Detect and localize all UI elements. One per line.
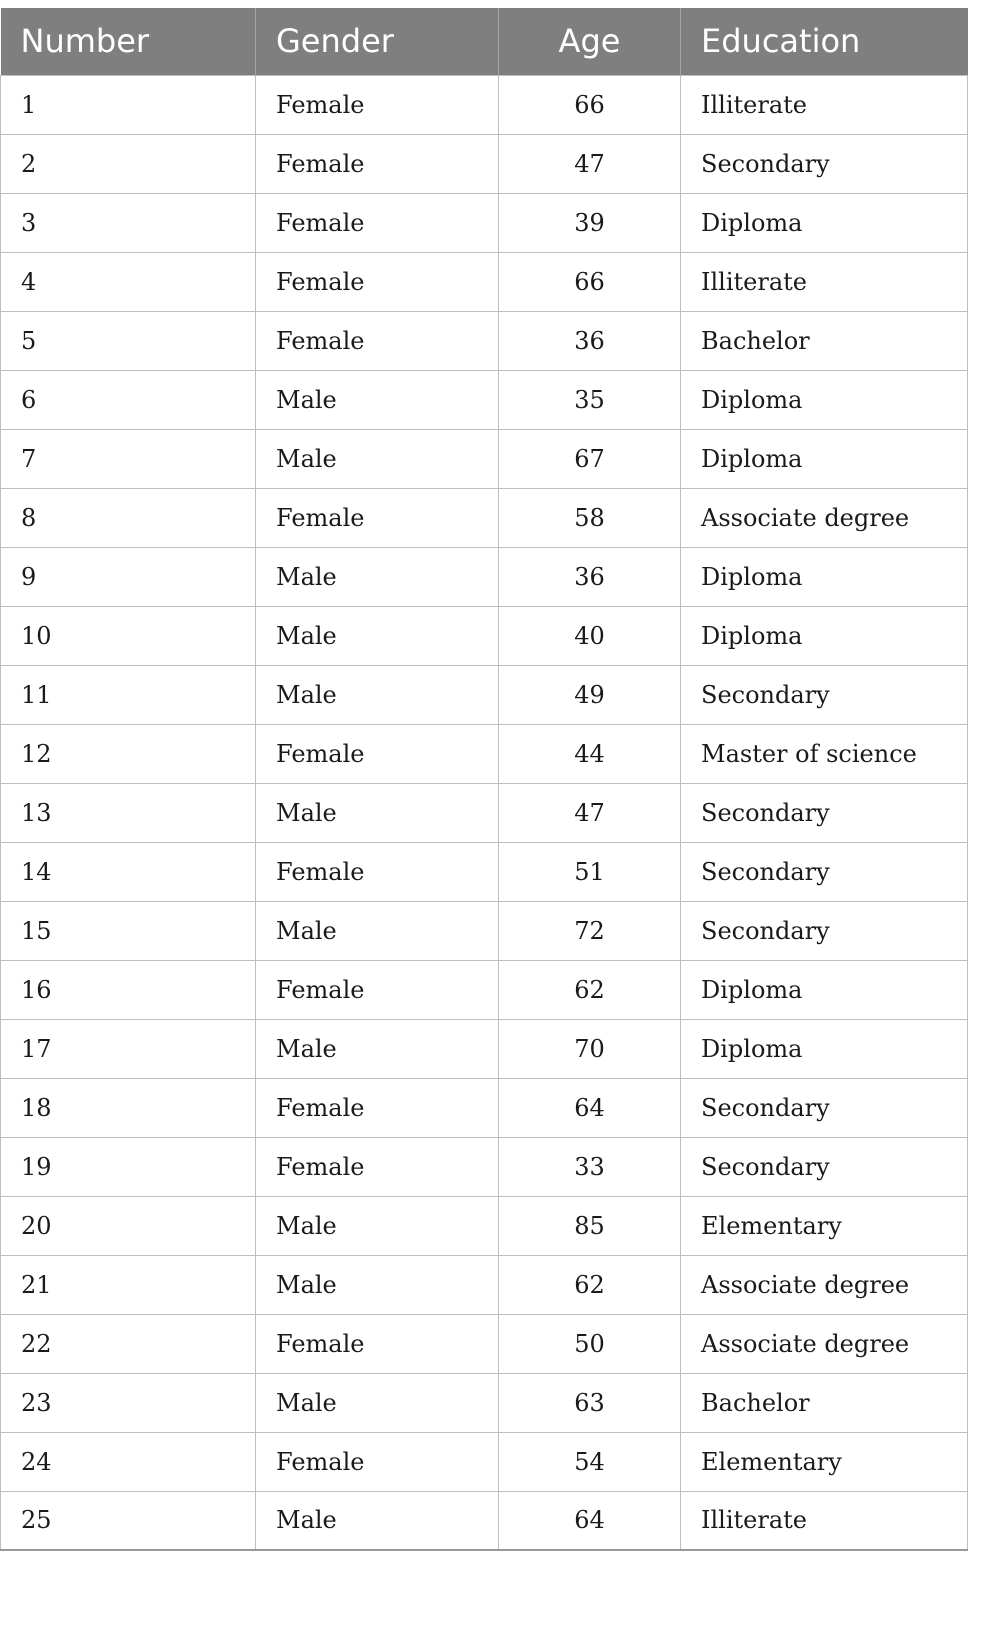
education-cell: Secondary [681,134,968,193]
number-cell: 25 [1,1491,256,1550]
gender-cell: Male [256,547,499,606]
number-cell: 22 [1,1314,256,1373]
table-row [1,311,968,370]
education-cell: Illiterate [681,75,968,134]
number-cell: 2 [1,134,256,193]
gender-cell: Female [256,960,499,1019]
header-education: Education [681,8,968,75]
age-cell: 64 [499,1078,681,1137]
number-cell: 12 [1,724,256,783]
number-cell: 11 [1,665,256,724]
education-cell: Associate degree [681,488,968,547]
table-row [1,1078,968,1137]
table-row [1,429,968,488]
education-cell: Diploma [681,960,968,1019]
participants-table [0,8,968,1551]
age-cell: 40 [499,606,681,665]
header-row [1,8,968,75]
education-cell: Elementary [681,1432,968,1491]
age-cell: 70 [499,1019,681,1078]
gender-cell: Male [256,370,499,429]
number-cell: 16 [1,960,256,1019]
age-cell: 47 [499,134,681,193]
gender-cell: Female [256,252,499,311]
age-cell: 39 [499,193,681,252]
gender-cell: Female [256,193,499,252]
table-row [1,842,968,901]
table-row [1,783,968,842]
age-cell: 85 [499,1196,681,1255]
table-body [1,75,968,1550]
age-cell: 64 [499,1491,681,1550]
gender-cell: Female [256,1137,499,1196]
age-cell: 49 [499,665,681,724]
education-cell: Illiterate [681,252,968,311]
table-row [1,370,968,429]
number-cell: 24 [1,1432,256,1491]
table-row [1,488,968,547]
gender-cell: Male [256,1373,499,1432]
education-cell: Associate degree [681,1255,968,1314]
education-cell: Secondary [681,665,968,724]
table-row [1,1314,968,1373]
age-cell: 66 [499,75,681,134]
gender-cell: Female [256,311,499,370]
gender-cell: Female [256,134,499,193]
age-cell: 50 [499,1314,681,1373]
gender-cell: Male [256,1491,499,1550]
age-cell: 44 [499,724,681,783]
age-cell: 67 [499,429,681,488]
age-cell: 58 [499,488,681,547]
education-cell: Secondary [681,1078,968,1137]
education-cell: Illiterate [681,1491,968,1550]
number-cell: 20 [1,1196,256,1255]
education-cell: Associate degree [681,1314,968,1373]
age-cell: 36 [499,311,681,370]
table-row [1,134,968,193]
education-cell: Secondary [681,1137,968,1196]
education-cell: Diploma [681,606,968,665]
number-cell: 18 [1,1078,256,1137]
number-cell: 4 [1,252,256,311]
number-cell: 21 [1,1255,256,1314]
age-cell: 54 [499,1432,681,1491]
table-row [1,1255,968,1314]
gender-cell: Female [256,1314,499,1373]
age-cell: 36 [499,547,681,606]
gender-cell: Male [256,429,499,488]
education-cell: Secondary [681,842,968,901]
gender-cell: Male [256,606,499,665]
header-number: Number [1,8,256,75]
table-row [1,665,968,724]
header-age: Age [499,8,681,75]
number-cell: 14 [1,842,256,901]
gender-cell: Male [256,1255,499,1314]
education-cell: Master of science [681,724,968,783]
number-cell: 23 [1,1373,256,1432]
number-cell: 17 [1,1019,256,1078]
education-cell: Diploma [681,429,968,488]
education-cell: Diploma [681,1019,968,1078]
age-cell: 47 [499,783,681,842]
age-cell: 51 [499,842,681,901]
age-cell: 72 [499,901,681,960]
number-cell: 3 [1,193,256,252]
gender-cell: Female [256,1078,499,1137]
age-cell: 63 [499,1373,681,1432]
number-cell: 10 [1,606,256,665]
table-row [1,1373,968,1432]
age-cell: 35 [499,370,681,429]
table-header [1,8,968,75]
education-cell: Diploma [681,370,968,429]
education-cell: Elementary [681,1196,968,1255]
number-cell: 19 [1,1137,256,1196]
gender-cell: Female [256,488,499,547]
age-cell: 33 [499,1137,681,1196]
gender-cell: Male [256,1196,499,1255]
table-row [1,547,968,606]
gender-cell: Female [256,1432,499,1491]
number-cell: 13 [1,783,256,842]
number-cell: 1 [1,75,256,134]
number-cell: 7 [1,429,256,488]
number-cell: 5 [1,311,256,370]
gender-cell: Male [256,665,499,724]
header-gender: Gender [256,8,499,75]
gender-cell: Female [256,75,499,134]
education-cell: Bachelor [681,311,968,370]
education-cell: Bachelor [681,1373,968,1432]
education-cell: Secondary [681,783,968,842]
number-cell: 15 [1,901,256,960]
table-row [1,1137,968,1196]
table-row [1,252,968,311]
table-row [1,1491,968,1550]
table-row [1,901,968,960]
gender-cell: Male [256,1019,499,1078]
number-cell: 8 [1,488,256,547]
table-row [1,606,968,665]
age-cell: 62 [499,1255,681,1314]
gender-cell: Male [256,783,499,842]
gender-cell: Female [256,842,499,901]
table-row [1,1019,968,1078]
education-cell: Secondary [681,901,968,960]
table-row [1,1432,968,1491]
table-row [1,960,968,1019]
table-row [1,75,968,134]
table-row [1,1196,968,1255]
gender-cell: Male [256,901,499,960]
education-cell: Diploma [681,193,968,252]
table-row [1,193,968,252]
number-cell: 9 [1,547,256,606]
age-cell: 66 [499,252,681,311]
number-cell: 6 [1,370,256,429]
education-cell: Diploma [681,547,968,606]
gender-cell: Female [256,724,499,783]
table-row [1,724,968,783]
age-cell: 62 [499,960,681,1019]
